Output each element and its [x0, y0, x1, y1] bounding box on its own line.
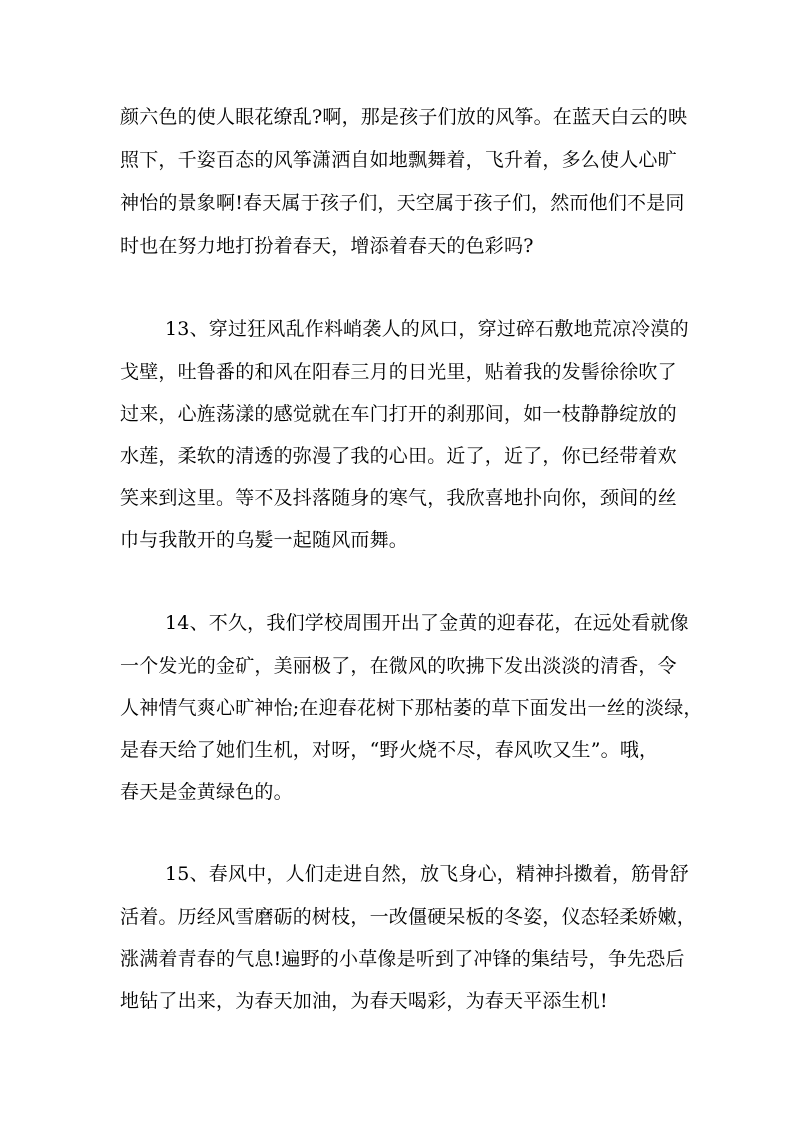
text-line: 涨满着青春的气息!遍野的小草像是听到了冲锋的集结号，争先恐后: [120, 948, 685, 970]
text-line: 水莲，柔软的清透的弥漫了我的心田。近了，近了，你已经带着欢: [120, 445, 677, 467]
text-line: 15、春风中，人们走进自然，放飞身心，精神抖擞着，筋骨舒: [165, 863, 689, 885]
text-line: 是春天给了她们生机，对呀，“野火烧不尽，春风吹又生”。哦，: [120, 739, 659, 761]
text-line: 笑来到这里。等不及抖落随身的寒气，我欣喜地扑向你，颈间的丝: [120, 487, 677, 509]
text-line: 照下，千姿百态的风筝潇洒自如地飘舞着，飞升着，多么使人心旷: [120, 149, 677, 171]
text-line: 颜六色的使人眼花缭乱?啊，那是孩子们放的风筝。在蓝天白云的映: [120, 106, 688, 128]
text-line: 一个发光的金矿，美丽极了，在微风的吹拂下发出淡淡的清香，令: [120, 655, 677, 677]
text-line: 人神情气爽心旷神怡;在迎春花树下那枯萎的草下面发出一丝的淡绿，: [120, 697, 703, 719]
text-line: 巾与我散开的乌髮一起随风而舞。: [120, 529, 409, 551]
text-line: 地钻了出来，为春天加油，为春天喝彩，为春天平添生机!: [120, 990, 608, 1012]
text-line: 春天是金黄绿色的。: [120, 781, 293, 803]
text-line: 过来，心旌荡漾的感觉就在车门打开的刹那间，如一枝静静绽放的: [120, 403, 677, 425]
text-line: 神怡的景象啊!春天属于孩子们，天空属于孩子们，然而他们不是同: [120, 192, 685, 214]
text-line: 14、不久，我们学校周围开出了金黄的迎春花，在远处看就像: [165, 612, 689, 634]
text-line: 时也在努力地打扮着春天，增添着春天的色彩吗?: [120, 235, 534, 257]
text-line: 戈壁，吐鲁番的和风在阳春三月的日光里，贴着我的发髻徐徐吹了: [120, 361, 677, 383]
text-line: 13、穿过狂风乱作料峭袭人的风口，穿过碎石敷地荒凉冷漠的: [165, 318, 689, 340]
text-line: 活着。历经风雪磨砺的树枝，一改僵硬呆板的冬姿，仪态轻柔娇嫩，: [120, 906, 697, 928]
